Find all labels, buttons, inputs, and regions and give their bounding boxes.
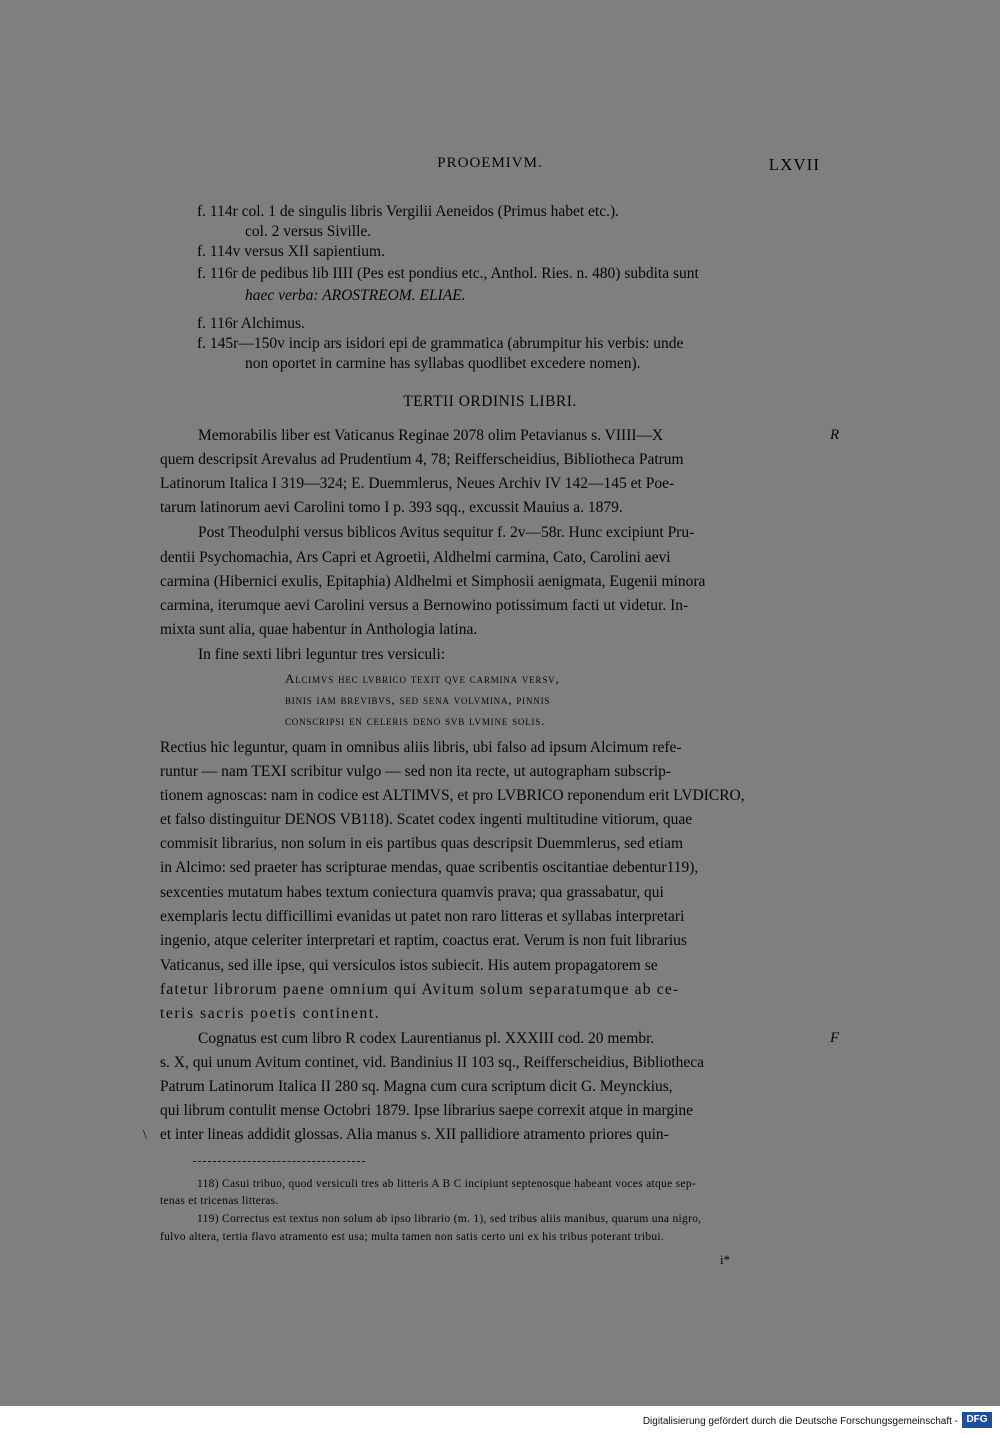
paragraph-line: tionem agnoscas: nam in codice est ALTIMVS, et pro LVBRICO reponendum erit LVDICRO, [160,787,745,804]
paragraph-line: in Alcimo: sed praeter has scripturae mendas, quae scribentis oscitantiae debentur119), [160,859,699,876]
paragraph-line: Vaticanus, sed ille ipse, qui versiculos istos subiecit. His autem propagatorem se [160,957,658,974]
folio-line: f. 114v versus XII sapientium. [197,243,385,260]
signature-mark: i* [720,1252,731,1267]
margin-siglum-f: F [830,1030,840,1046]
paragraph-line: ingenio, atque celeriter interpretari et raptim, coactus erat. Verum is non fuit librarius [160,932,687,949]
page-number: LXVII [768,155,820,174]
paragraph-line: Latinorum Italica I 319—324; E. Duemmlerus, Neues Archiv IV 142—145 et Poe- [160,475,675,492]
paragraph-line: et inter lineas addidit glossas. Alia manus s. XII pallidiore atramento priores quin- [160,1126,669,1143]
paragraph-line: runtur — nam TEXI scribitur vulgo — sed non ita recte, ut autographam subscrip- [160,763,672,780]
folio-line: non oportet in carmine has syllabas quodlibet excedere nomen). [245,355,641,372]
footnote-rule [193,1161,365,1162]
paragraph-line: sexcenties mutatum habes textum coniectura quamvis prava; qua grassabatur, qui [160,884,664,901]
paragraph-line: teris sacris poetis continent. [160,1005,381,1022]
folio-line: f. 116r Alchimus. [197,315,305,332]
folio-line: f. 116r de pedibus lib IIII (Pes est pondius etc., Anthol. Ries. n. 480) subdita sunt [197,265,699,282]
folio-line: haec verba: AROSTREOM. ELIAE. [245,287,466,304]
folio-line: col. 2 versus Siville. [245,223,372,240]
footnote-line: fulvo altera, tertia flavo atramento est usa; multa tamen non satis certo uni ex his tribus poterant tribui. [160,1231,665,1243]
verse-line: binis iam brevibvs, sed sena volvmina, pinnis [285,692,551,707]
paragraph-line: carmina, iterumque aevi Carolini versus a Bernowino potissimum facti ut videtur. In- [160,597,689,614]
dfg-logo-icon[interactable]: DFG [962,1412,992,1428]
footnote-line: 118) Casui tribuo, quod versiculi tres ab litteris A B C incipiunt septenosque habeant voces atque sep- [197,1178,697,1190]
paragraph-line: In fine sexti libri leguntur tres versiculi: [198,646,446,663]
paragraph-line: mixta sunt alia, quae habentur in Anthologia latina. [160,621,478,638]
paragraph-line: qui librum contulit mense Octobri 1879. Ipse librarius saepe correxit atque in margine [160,1102,694,1119]
paragraph-line: carmina (Hibernici exulis, Epitaphia) Aldhelmi et Simphosii aenigmata, Eugenii minora [160,573,706,590]
margin-tick-mark: \ [143,1128,147,1143]
verse-line: conscripsi en celeris deno svb lvmine solis. [285,713,546,728]
folio-line: f. 114r col. 1 de singulis libris Vergilii Aeneidos (Primus habet etc.). [197,203,620,220]
paragraph-line: s. X, qui unum Avitum continet, vid. Bandinius II 103 sq., Reifferscheidius, Bibliotheca [160,1054,705,1071]
folio-line: f. 145r—150v incip ars isidori epi de grammatica (abrumpitur his verbis: unde [197,335,684,352]
paragraph-line: commisit librarius, non solum in eis partibus quas descripsit Duemmlerus, sed etiam [160,835,684,852]
paragraph-line: Patrum Latinorum Italica II 280 sq. Magna cum cura scriptum dicit G. Meynckius, [160,1078,673,1095]
paragraph-line: Cognatus est cum libro R codex Laurentianus pl. XXXIII cod. 20 membr. [198,1030,655,1047]
paragraph-line: exemplaris lectu difficillimi evanidas ut patet non raro litteras et syllabas interpretari [160,908,685,925]
paragraph-line: Rectius hic leguntur, quam in omnibus aliis libris, ubi falso ad ipsum Alcimum refe- [160,739,682,756]
paragraph-line: Memorabilis liber est Vaticanus Reginae 2078 olim Petavianus s. VIIII—X [198,427,664,444]
paragraph-line: quem descripsit Arevalus ad Prudentium 4, 78; Reifferscheidius, Bibliotheca Patrum [160,451,684,468]
section-title: TERTII ORDINIS LIBRI. [403,393,577,410]
page-title: PROOEMIVM. [437,155,543,171]
footnote-line: 119) Correctus est textus non solum ab ipso librario (m. 1), sed tribus aliis manibus, quarum una nigro, [197,1213,702,1225]
paragraph-line: tarum latinorum aevi Carolini tomo I p. 393 sqq., excussit Mauius a. 1879. [160,499,623,516]
footnote-line: tenas et tricenas litteras. [160,1195,279,1207]
margin-siglum-r: R [830,427,840,443]
running-header [160,155,820,179]
paragraph-line: Post Theodulphi versus biblicos Avitus sequitur f. 2v—58r. Hunc excipiunt Pru- [198,524,695,541]
verse-line: Alcimvs hec lvbrico texit qve carmina versv, [285,671,560,686]
paragraph-line: et falso distinguitur DENOS VB118). Scatet codex ingenti multitudine vitiorum, quae [160,811,693,828]
funding-notice: Digitalisierung gefördert durch die Deutsche Forschungsgemeinschaft - [642,1416,958,1427]
paragraph-line: dentii Psychomachia, Ars Capri et Agroetii, Aldhelmi carmina, Cato, Carolini aevi [160,549,671,566]
paragraph-line: fatetur librorum paene omnium qui Avitum solum separatumque ab ce- [160,981,680,998]
